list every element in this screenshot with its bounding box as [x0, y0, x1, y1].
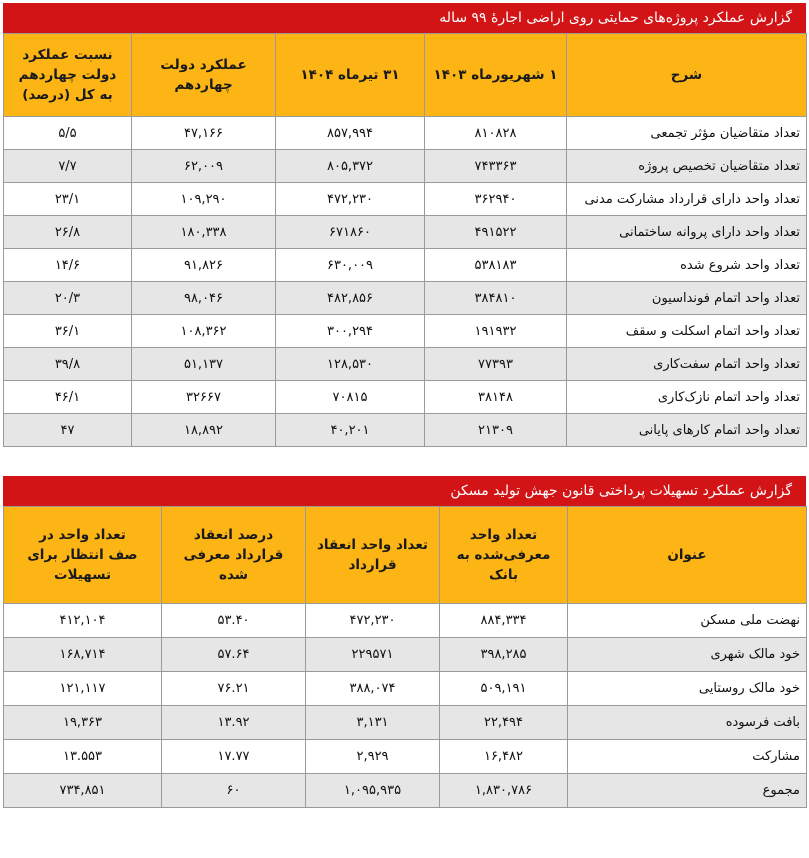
row-label: خود مالک روستایی — [568, 672, 807, 706]
table-cell: ۱۲۱,۱۱۷ — [4, 672, 162, 706]
column-header: عنوان — [568, 507, 807, 604]
table-cell: ۴۷۲,۲۳۰ — [306, 604, 440, 638]
table-row — [4, 381, 807, 414]
table-cell: ۷۰۸۱۵ — [276, 381, 425, 414]
table-row — [4, 672, 807, 706]
table-cell: ۳۸۸,۰۷۴ — [306, 672, 440, 706]
table-cell: ۵۳۸۱۸۳ — [425, 249, 567, 282]
table-row — [4, 315, 807, 348]
column-header: درصد انعقاد قرارداد معرفی شده — [162, 507, 306, 604]
table-cell: ۲,۹۲۹ — [306, 740, 440, 774]
header-row — [4, 507, 807, 604]
table-row — [4, 117, 807, 150]
table-row — [4, 414, 807, 447]
table-cell: ۱۲۸,۵۳۰ — [276, 348, 425, 381]
table-row — [4, 774, 807, 808]
table-cell: ۷/۷ — [4, 150, 132, 183]
table-cell: ۶۰ — [162, 774, 306, 808]
loan-table — [3, 506, 807, 808]
table-cell: ۷۴۳۳۶۳ — [425, 150, 567, 183]
table-cell: ۱۶۸,۷۱۴ — [4, 638, 162, 672]
table-cell: ۲۰/۳ — [4, 282, 132, 315]
row-label: تعداد واحد اتمام سفت‌کاری — [567, 348, 807, 381]
table-cell: ۷۷۳۹۳ — [425, 348, 567, 381]
table-cell: ۳۸۱۴۸ — [425, 381, 567, 414]
table-row — [4, 638, 807, 672]
table-cell: ۳۹/۸ — [4, 348, 132, 381]
table-row — [4, 348, 807, 381]
table-cell: ۱,۰۹۵,۹۳۵ — [306, 774, 440, 808]
table-row — [4, 249, 807, 282]
table-cell: ۱۴/۶ — [4, 249, 132, 282]
row-label: بافت فرسوده — [568, 706, 807, 740]
table-cell: ۸۸۴,۳۳۴ — [440, 604, 568, 638]
table-row — [4, 740, 807, 774]
table-cell: ۹۸,۰۴۶ — [132, 282, 276, 315]
table-cell: ۴۹۱۵۲۲ — [425, 216, 567, 249]
table-cell: ۱۰۸,۳۶۲ — [132, 315, 276, 348]
table-cell: ۳,۱۳۱ — [306, 706, 440, 740]
column-header: ۱ شهریورماه ۱۴۰۳ — [425, 34, 567, 117]
table-cell: ۱۰۹,۲۹۰ — [132, 183, 276, 216]
column-header: تعداد واحد در صف انتظار برای تسهیلات — [4, 507, 162, 604]
table-cell: ۱۸۰,۳۳۸ — [132, 216, 276, 249]
table-cell: ۳۹۸,۲۸۵ — [440, 638, 568, 672]
table-row — [4, 706, 807, 740]
column-header: نسبت عملکرد دولت چهاردهم به کل (درصد) — [4, 34, 132, 117]
table-cell: ۱۳.۵۵۳ — [4, 740, 162, 774]
table-cell: ۴۶/۱ — [4, 381, 132, 414]
table-cell: ۵۰۹,۱۹۱ — [440, 672, 568, 706]
row-label: تعداد واحد دارای پروانه ساختمانی — [567, 216, 807, 249]
row-label: مجموع — [568, 774, 807, 808]
table-row — [4, 183, 807, 216]
column-header: عملکرد دولت چهاردهم — [132, 34, 276, 117]
table-cell: ۱۹۱۹۳۲ — [425, 315, 567, 348]
table-cell: ۴۷۲,۲۳۰ — [276, 183, 425, 216]
table-cell: ۱,۸۳۰,۷۸۶ — [440, 774, 568, 808]
table-cell: ۱۸,۸۹۲ — [132, 414, 276, 447]
table-row — [4, 604, 807, 638]
column-header: تعداد واحد معرفی‌شده به بانک — [440, 507, 568, 604]
table-row — [4, 150, 807, 183]
table-cell: ۳۸۴۸۱۰ — [425, 282, 567, 315]
table-cell: ۷۳۴,۸۵۱ — [4, 774, 162, 808]
table-cell: ۱۶,۴۸۲ — [440, 740, 568, 774]
table-cell: ۲۶/۸ — [4, 216, 132, 249]
loan-report-panel — [3, 476, 806, 808]
row-label: تعداد متقاضیان تخصیص پروژه — [567, 150, 807, 183]
row-label: تعداد واحد اتمام فونداسیون — [567, 282, 807, 315]
table-cell: ۳۰۰,۲۹۴ — [276, 315, 425, 348]
row-label: تعداد واحد شروع شده — [567, 249, 807, 282]
table-title: گزارش عملکرد پروژه‌های حمایتی روی اراضی اجارۀ ۹۹ ساله — [3, 3, 806, 33]
row-label: تعداد واحد اتمام اسکلت و سقف — [567, 315, 807, 348]
row-label: خود مالک شهری — [568, 638, 807, 672]
row-label: تعداد واحد اتمام نازک‌کاری — [567, 381, 807, 414]
table-cell: ۴۷ — [4, 414, 132, 447]
column-header: تعداد واحد انعقاد قرارداد — [306, 507, 440, 604]
row-label: تعداد واحد دارای قرارداد مشارکت مدنی — [567, 183, 807, 216]
table-cell: ۶۳۰,۰۰۹ — [276, 249, 425, 282]
table-cell: ۱۳.۹۲ — [162, 706, 306, 740]
row-label: مشارکت — [568, 740, 807, 774]
table-cell: ۴۸۲,۸۵۶ — [276, 282, 425, 315]
table-cell: ۶۲,۰۰۹ — [132, 150, 276, 183]
column-header: ۳۱ تیرماه ۱۴۰۴ — [276, 34, 425, 117]
table-cell: ۵۳.۴۰ — [162, 604, 306, 638]
table-cell: ۲۲,۴۹۴ — [440, 706, 568, 740]
table-cell: ۳۲۶۶۷ — [132, 381, 276, 414]
table-cell: ۲۳/۱ — [4, 183, 132, 216]
table-cell: ۵/۵ — [4, 117, 132, 150]
performance-report-panel — [3, 3, 806, 447]
table-cell: ۱۹,۳۶۳ — [4, 706, 162, 740]
table-cell: ۵۷.۶۴ — [162, 638, 306, 672]
row-label: نهضت ملی مسکن — [568, 604, 807, 638]
table-cell: ۴۷,۱۶۶ — [132, 117, 276, 150]
table-cell: ۵۱,۱۳۷ — [132, 348, 276, 381]
table-row — [4, 282, 807, 315]
table-cell: ۷۶.۲۱ — [162, 672, 306, 706]
table-cell: ۲۲۹۵۷۱ — [306, 638, 440, 672]
table-cell: ۴۱۲,۱۰۴ — [4, 604, 162, 638]
table-cell: ۳۶/۱ — [4, 315, 132, 348]
table-cell: ۳۶۲۹۴۰ — [425, 183, 567, 216]
table-cell: ۲۱۳۰۹ — [425, 414, 567, 447]
table-cell: ۹۱,۸۲۶ — [132, 249, 276, 282]
row-label: تعداد واحد اتمام کارهای پایانی — [567, 414, 807, 447]
table-cell: ۱۷.۷۷ — [162, 740, 306, 774]
performance-table — [3, 33, 807, 447]
header-row — [4, 34, 807, 117]
table-cell: ۸۰۵,۳۷۲ — [276, 150, 425, 183]
table-cell: ۶۷۱۸۶۰ — [276, 216, 425, 249]
table-cell: ۸۵۷,۹۹۴ — [276, 117, 425, 150]
table-title: گزارش عملکرد تسهیلات پرداختی قانون جهش تولید مسکن — [3, 476, 806, 506]
column-header: شرح — [567, 34, 807, 117]
table-cell: ۸۱۰۸۲۸ — [425, 117, 567, 150]
row-label: تعداد متقاضیان مؤثر تجمعی — [567, 117, 807, 150]
table-cell: ۴۰,۲۰۱ — [276, 414, 425, 447]
table-row — [4, 216, 807, 249]
